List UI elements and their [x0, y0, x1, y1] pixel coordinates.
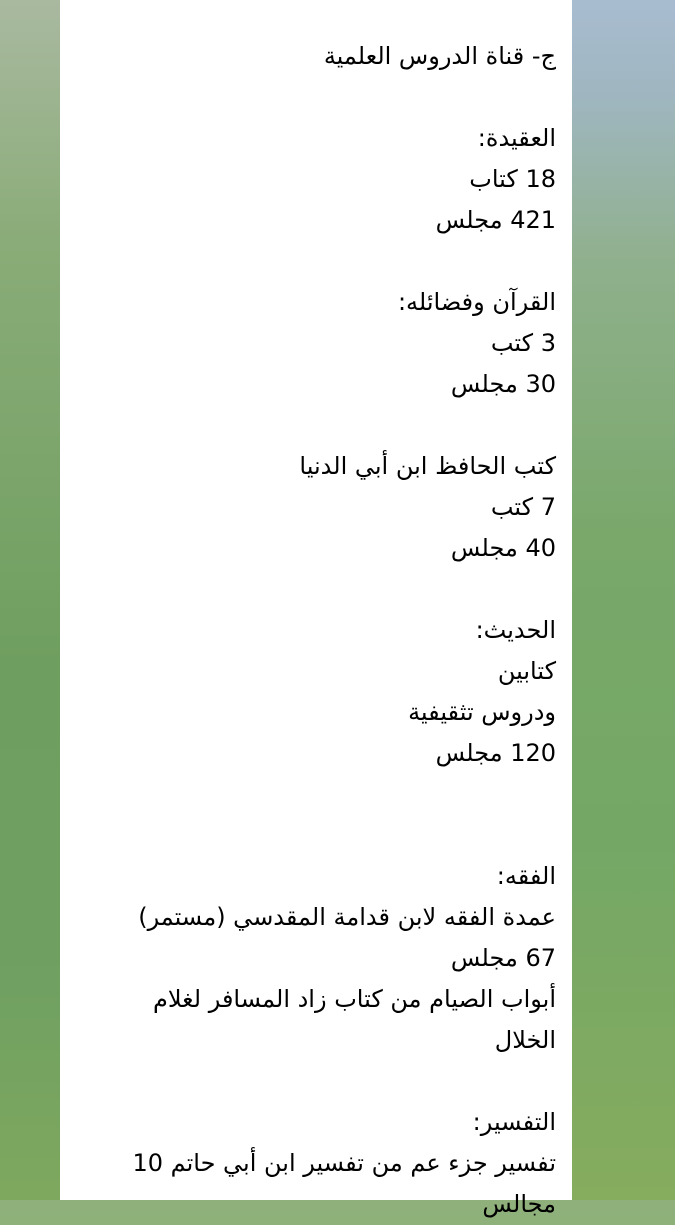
section-line: الخلال: [494, 1026, 556, 1054]
section-line: 40 مجلس: [450, 534, 556, 562]
section-line: عمدة الفقه لابن قدامة المقدسي (مستمر): [138, 903, 556, 931]
section-line: كتابين: [497, 657, 556, 685]
section-line: 67 مجلس: [450, 944, 556, 972]
message-bubble: [60, 0, 572, 1218]
message-title: ج- قناة الدروس العلمية: [323, 42, 556, 70]
section-line: 30 مجلس: [450, 370, 556, 398]
section-heading-tafsir: التفسير:: [472, 1108, 556, 1136]
chat-wallpaper-right: [572, 0, 675, 1200]
section-line: أبواب الصيام من كتاب زاد المسافر لغلام: [153, 985, 556, 1013]
section-line: تفسير جزء عم من تفسير ابن أبي حاتم 10: [132, 1149, 556, 1177]
section-line: 7 كتب: [490, 493, 556, 521]
section-heading-hadith: الحديث:: [475, 616, 556, 644]
section-heading-fiqh: الفقه:: [496, 862, 556, 890]
section-line: 120 مجلس: [435, 739, 556, 767]
section-heading-ibn-abi-dunya: كتب الحافظ ابن أبي الدنيا: [299, 452, 556, 480]
section-line: مجالس: [482, 1190, 556, 1218]
section-line: 18 كتاب: [469, 165, 556, 193]
message-text: [66, 36, 556, 1225]
section-heading-aqeedah: العقيدة:: [477, 124, 556, 152]
section-line: 3 كتب: [490, 329, 556, 357]
section-line: ودروس تثقيفية: [408, 698, 556, 726]
section-line: 421 مجلس: [435, 206, 556, 234]
chat-wallpaper-left: [0, 0, 60, 1200]
section-heading-quran: القرآن وفضائله:: [397, 288, 556, 316]
